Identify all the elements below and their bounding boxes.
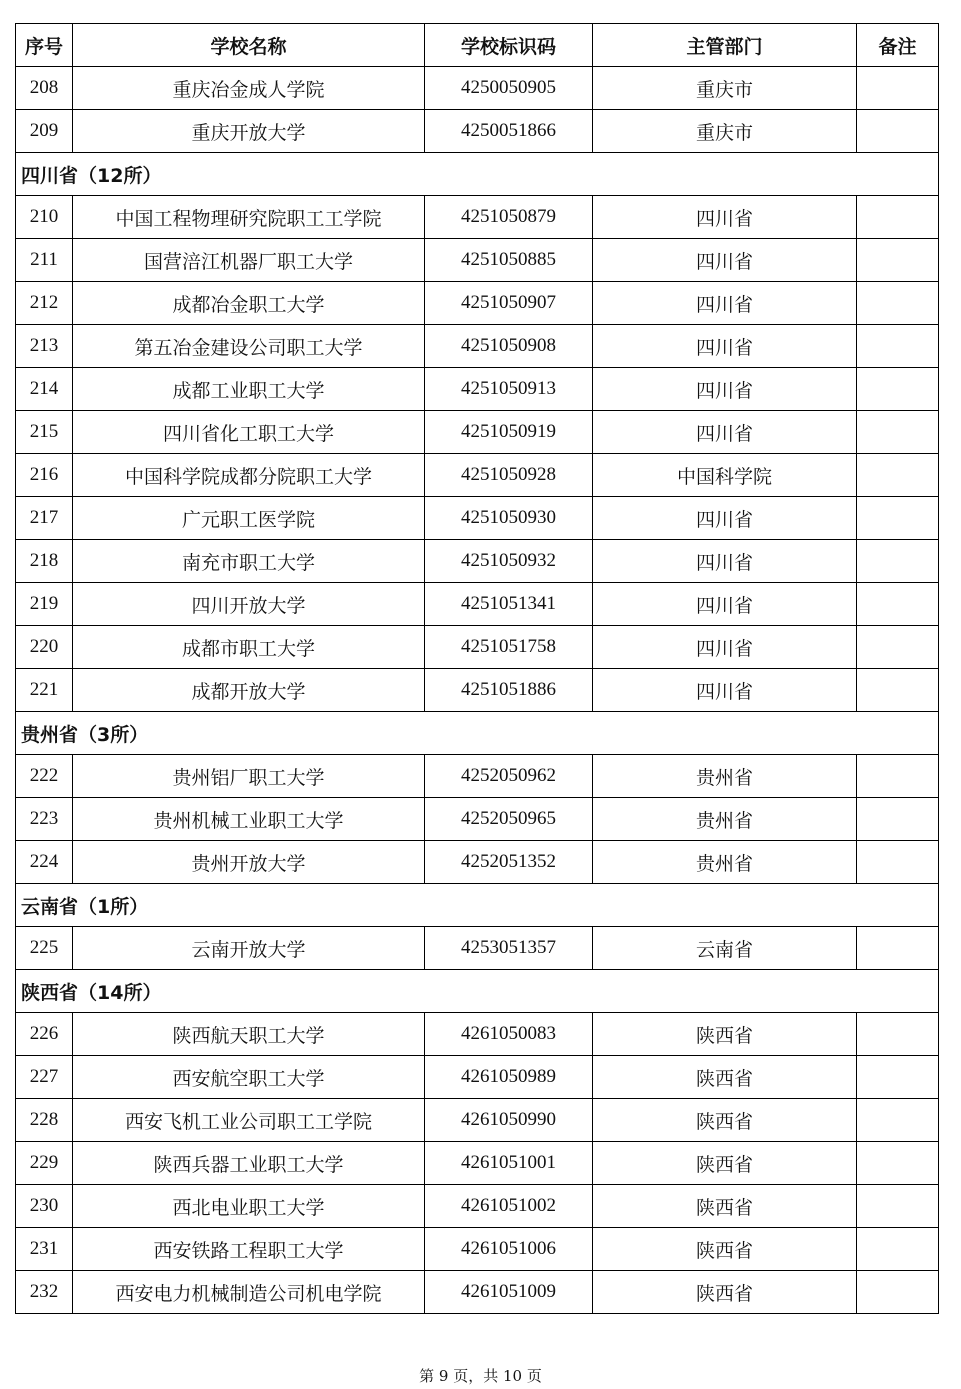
- cell-school-code: 4261051009: [425, 1271, 593, 1314]
- cell-school-code: 4251051886: [425, 669, 593, 712]
- cell-school-code: 4251050913: [425, 368, 593, 411]
- cell-index: 210: [16, 196, 73, 239]
- table-row: [16, 669, 939, 712]
- section-row: [16, 712, 939, 755]
- cell-note: [857, 110, 939, 153]
- table-row: [16, 497, 939, 540]
- cell-school-code: 4250050905: [425, 67, 593, 110]
- cell-note: [857, 368, 939, 411]
- cell-school-name: 陕西兵器工业职工大学: [73, 1142, 425, 1185]
- cell-department: 四川省: [593, 669, 857, 712]
- table-row: [16, 755, 939, 798]
- cell-school-code: 4251050879: [425, 196, 593, 239]
- table-row: [16, 583, 939, 626]
- cell-school-name: 中国工程物理研究院职工工学院: [73, 196, 425, 239]
- table-row: [16, 1142, 939, 1185]
- cell-school-name: 成都开放大学: [73, 669, 425, 712]
- cell-index: 228: [16, 1099, 73, 1142]
- cell-school-name: 西安电力机械制造公司机电学院: [73, 1271, 425, 1314]
- cell-note: [857, 1271, 939, 1314]
- schools-table: [15, 23, 939, 1314]
- cell-department: 重庆市: [593, 110, 857, 153]
- cell-school-code: 4251050885: [425, 239, 593, 282]
- cell-school-code: 4252051352: [425, 841, 593, 884]
- section-label: 陕西省（14所）: [16, 970, 939, 1013]
- cell-school-name: 成都市职工大学: [73, 626, 425, 669]
- table-row: [16, 282, 939, 325]
- cell-school-code: 4252050965: [425, 798, 593, 841]
- cell-index: 225: [16, 927, 73, 970]
- cell-index: 221: [16, 669, 73, 712]
- table-row: [16, 1185, 939, 1228]
- cell-school-name: 中国科学院成都分院职工大学: [73, 454, 425, 497]
- cell-note: [857, 1099, 939, 1142]
- table-row: [16, 454, 939, 497]
- cell-department: 贵州省: [593, 841, 857, 884]
- cell-school-code: 4261051002: [425, 1185, 593, 1228]
- cell-department: 重庆市: [593, 67, 857, 110]
- cell-school-name: 陕西航天职工大学: [73, 1013, 425, 1056]
- cell-department: 贵州省: [593, 798, 857, 841]
- table-row: [16, 239, 939, 282]
- cell-index: 220: [16, 626, 73, 669]
- cell-department: 四川省: [593, 196, 857, 239]
- table-row: [16, 368, 939, 411]
- cell-school-code: 4253051357: [425, 927, 593, 970]
- cell-school-name: 贵州开放大学: [73, 841, 425, 884]
- cell-index: 216: [16, 454, 73, 497]
- cell-note: [857, 1056, 939, 1099]
- cell-school-name: 西安航空职工大学: [73, 1056, 425, 1099]
- cell-index: 224: [16, 841, 73, 884]
- cell-note: [857, 1142, 939, 1185]
- section-row: [16, 153, 939, 196]
- cell-note: [857, 1185, 939, 1228]
- table-row: [16, 1056, 939, 1099]
- cell-note: [857, 497, 939, 540]
- section-label: 四川省（12所）: [16, 153, 939, 196]
- cell-school-name: 四川省化工职工大学: [73, 411, 425, 454]
- cell-school-name: 成都工业职工大学: [73, 368, 425, 411]
- cell-index: 230: [16, 1185, 73, 1228]
- cell-school-name: 国营涪江机器厂职工大学: [73, 239, 425, 282]
- cell-school-name: 西安铁路工程职工大学: [73, 1228, 425, 1271]
- cell-index: 208: [16, 67, 73, 110]
- cell-department: 陕西省: [593, 1099, 857, 1142]
- cell-index: 231: [16, 1228, 73, 1271]
- cell-note: [857, 583, 939, 626]
- header-school-name: 学校名称: [73, 24, 425, 67]
- cell-department: 四川省: [593, 368, 857, 411]
- table-row: [16, 67, 939, 110]
- table-row: [16, 1228, 939, 1271]
- cell-index: 212: [16, 282, 73, 325]
- cell-department: 陕西省: [593, 1185, 857, 1228]
- cell-department: 贵州省: [593, 755, 857, 798]
- cell-school-code: 4251050930: [425, 497, 593, 540]
- cell-department: 四川省: [593, 282, 857, 325]
- cell-index: 218: [16, 540, 73, 583]
- cell-index: 232: [16, 1271, 73, 1314]
- table-row: [16, 540, 939, 583]
- table-row: [16, 1013, 939, 1056]
- section-label: 贵州省（3所）: [16, 712, 939, 755]
- cell-index: 226: [16, 1013, 73, 1056]
- cell-school-name: 贵州铝厂职工大学: [73, 755, 425, 798]
- cell-school-name: 广元职工医学院: [73, 497, 425, 540]
- cell-school-code: 4261051001: [425, 1142, 593, 1185]
- cell-note: [857, 540, 939, 583]
- cell-index: 222: [16, 755, 73, 798]
- cell-note: [857, 282, 939, 325]
- cell-index: 215: [16, 411, 73, 454]
- cell-note: [857, 1228, 939, 1271]
- cell-department: 四川省: [593, 540, 857, 583]
- cell-note: [857, 841, 939, 884]
- cell-index: 209: [16, 110, 73, 153]
- header-index: 序号: [16, 24, 73, 67]
- cell-school-name: 云南开放大学: [73, 927, 425, 970]
- cell-note: [857, 755, 939, 798]
- cell-index: 213: [16, 325, 73, 368]
- cell-school-code: 4261050990: [425, 1099, 593, 1142]
- cell-note: [857, 454, 939, 497]
- section-row: [16, 970, 939, 1013]
- cell-school-code: 4261051006: [425, 1228, 593, 1271]
- cell-school-code: 4252050962: [425, 755, 593, 798]
- cell-school-code: 4251051758: [425, 626, 593, 669]
- table-row: [16, 927, 939, 970]
- header-note: 备注: [857, 24, 939, 67]
- cell-index: 219: [16, 583, 73, 626]
- cell-department: 四川省: [593, 583, 857, 626]
- header-school-code: 学校标识码: [425, 24, 593, 67]
- cell-index: 214: [16, 368, 73, 411]
- cell-department: 陕西省: [593, 1056, 857, 1099]
- cell-school-name: 西安飞机工业公司职工工学院: [73, 1099, 425, 1142]
- cell-note: [857, 67, 939, 110]
- cell-department: 中国科学院: [593, 454, 857, 497]
- cell-school-name: 重庆冶金成人学院: [73, 67, 425, 110]
- cell-school-name: 成都冶金职工大学: [73, 282, 425, 325]
- cell-school-name: 南充市职工大学: [73, 540, 425, 583]
- cell-school-name: 四川开放大学: [73, 583, 425, 626]
- cell-index: 223: [16, 798, 73, 841]
- cell-index: 217: [16, 497, 73, 540]
- cell-department: 云南省: [593, 927, 857, 970]
- cell-department: 四川省: [593, 626, 857, 669]
- cell-index: 211: [16, 239, 73, 282]
- cell-department: 四川省: [593, 325, 857, 368]
- cell-school-name: 第五冶金建设公司职工大学: [73, 325, 425, 368]
- cell-department: 四川省: [593, 497, 857, 540]
- cell-note: [857, 1013, 939, 1056]
- cell-school-name: 西北电业职工大学: [73, 1185, 425, 1228]
- cell-department: 四川省: [593, 239, 857, 282]
- section-label: 云南省（1所）: [16, 884, 939, 927]
- cell-note: [857, 798, 939, 841]
- cell-department: 陕西省: [593, 1228, 857, 1271]
- cell-school-code: 4251050919: [425, 411, 593, 454]
- cell-note: [857, 196, 939, 239]
- cell-school-code: 4251051341: [425, 583, 593, 626]
- cell-school-code: 4261050989: [425, 1056, 593, 1099]
- cell-note: [857, 239, 939, 282]
- cell-school-code: 4251050932: [425, 540, 593, 583]
- table-row: [16, 411, 939, 454]
- table-row: [16, 626, 939, 669]
- cell-note: [857, 626, 939, 669]
- cell-index: 227: [16, 1056, 73, 1099]
- cell-note: [857, 411, 939, 454]
- cell-school-name: 重庆开放大学: [73, 110, 425, 153]
- cell-school-name: 贵州机械工业职工大学: [73, 798, 425, 841]
- cell-school-code: 4261050083: [425, 1013, 593, 1056]
- cell-note: [857, 669, 939, 712]
- cell-department: 四川省: [593, 411, 857, 454]
- cell-note: [857, 325, 939, 368]
- table-row: [16, 110, 939, 153]
- cell-department: 陕西省: [593, 1271, 857, 1314]
- table-row: [16, 325, 939, 368]
- table-row: [16, 841, 939, 884]
- cell-school-code: 4251050928: [425, 454, 593, 497]
- table-row: [16, 196, 939, 239]
- table-body: [16, 67, 939, 1314]
- header-department: 主管部门: [593, 24, 857, 67]
- cell-index: 229: [16, 1142, 73, 1185]
- cell-department: 陕西省: [593, 1013, 857, 1056]
- cell-school-code: 4251050908: [425, 325, 593, 368]
- table-row: [16, 798, 939, 841]
- cell-school-code: 4250051866: [425, 110, 593, 153]
- table-header-row: [16, 24, 939, 67]
- cell-school-code: 4251050907: [425, 282, 593, 325]
- cell-note: [857, 927, 939, 970]
- table-row: [16, 1271, 939, 1314]
- table-row: [16, 1099, 939, 1142]
- page-footer: 第 9 页，共 10 页: [419, 1367, 542, 1385]
- section-row: [16, 884, 939, 927]
- cell-department: 陕西省: [593, 1142, 857, 1185]
